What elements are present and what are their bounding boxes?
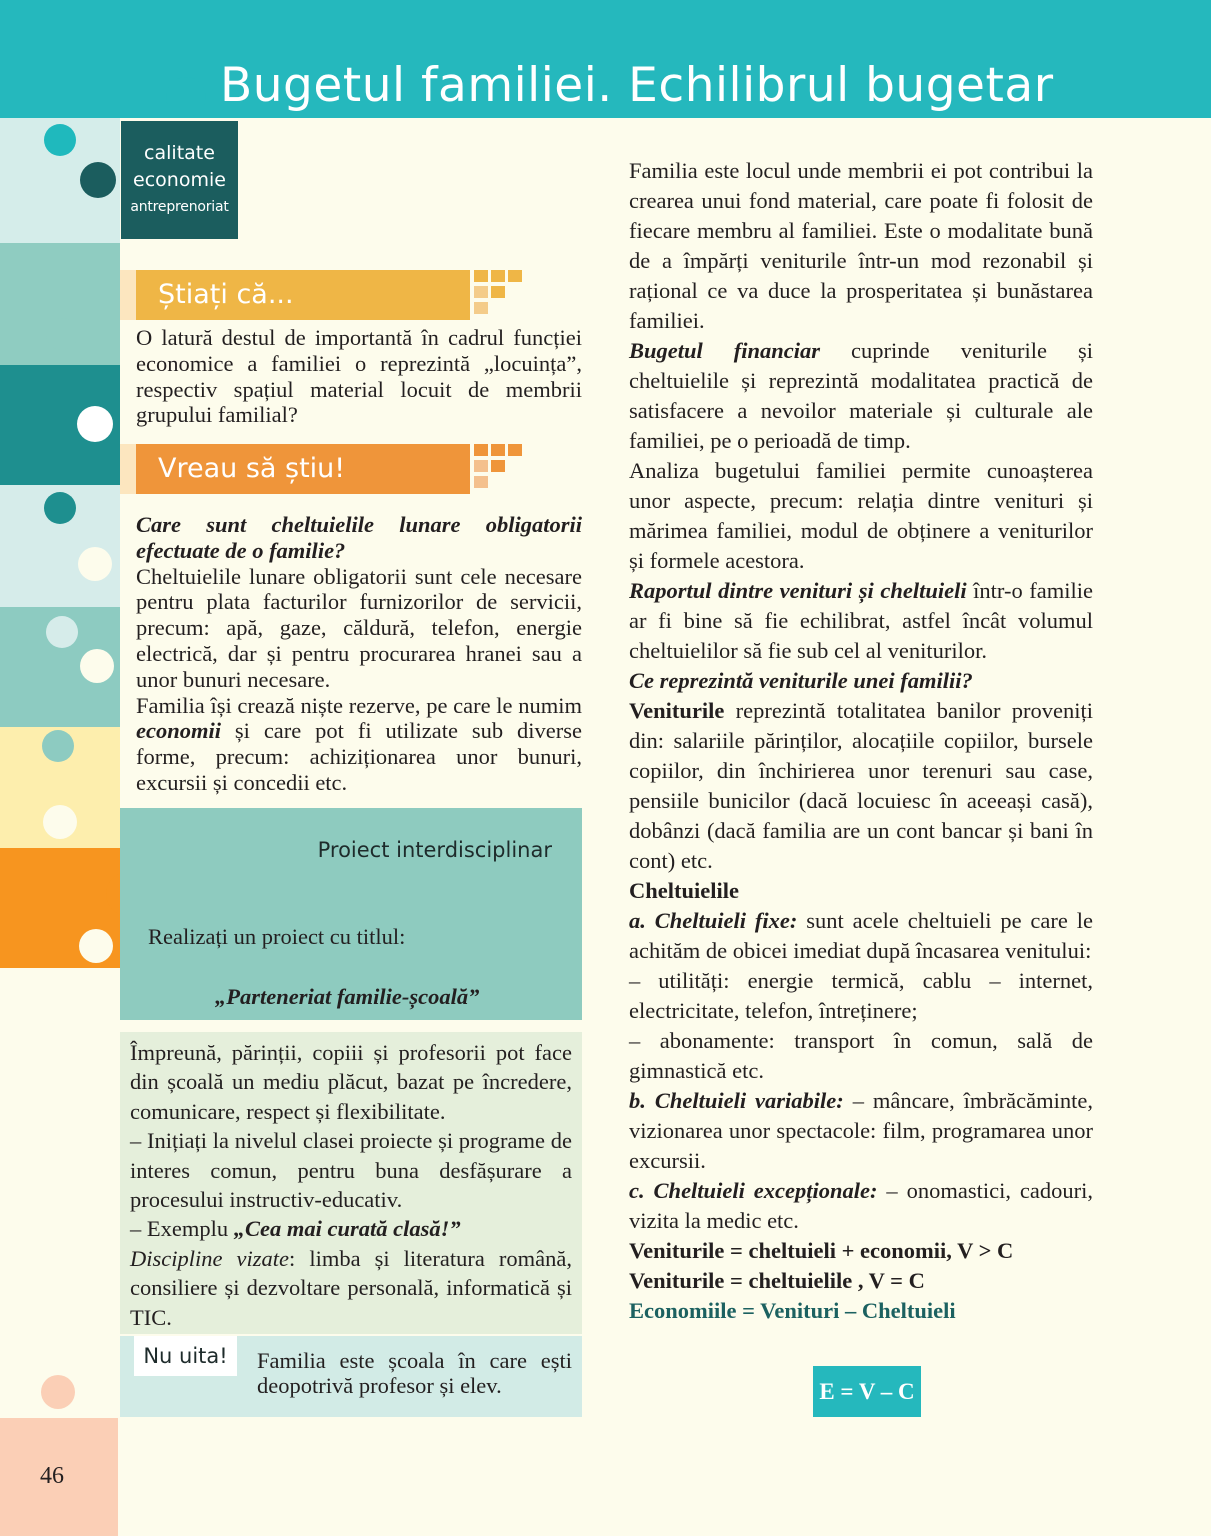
right-p3: Analiza bugetului familiei permite cunoașterea unor aspecte, precum: relația dintre venituri și mărimea familiei, modul de obținere a veniturilor și formele acestora.: [629, 458, 1093, 573]
formula-1: Veniturile = cheltuieli + economii, V > C: [629, 1238, 1014, 1263]
formula-box: E = V – C: [813, 1366, 921, 1417]
details-p1: Împreună, părinții, copiii și profesorii pot face din școală un mediu plăcut, bazat pe încredere, comunicare, respect și flexibilitate.: [130, 1040, 572, 1124]
project-title: Proiect interdisciplinar: [317, 838, 552, 862]
right-p2: Bugetul financiar cuprinde veniturile și cheltuielile și reprezintă modalitatea practică de satisfacere a nevoilor materiale și culturale ale familiei, pe o perioadă de timp.: [629, 338, 1093, 453]
page-number: 46: [40, 1463, 64, 1489]
nu-uita-label: Nu uita!: [134, 1336, 237, 1376]
vreau-answer: Cheltuielile lunare obligatorii sunt cele necesare pentru plata facturilor furnizorilor de servicii, precum: apă, gaze, căldură, telefon, energie electrică, dar și pentru procurarea hranei sau a unor bunuri necesare.: [136, 563, 582, 692]
fixed-costs-item-1: – utilități: energie termică, cablu – internet, electricitate, telefon, întreținere;: [629, 968, 1093, 1023]
project-details-text: [130, 1038, 572, 1332]
vreau-heading: Vreau să știu!: [158, 453, 346, 484]
fixed-costs: a. Cheltuieli fixe: sunt acele cheltuieli pe care le achităm de obicei imediat după încasarea venitului:: [629, 908, 1093, 963]
right-p4: Raportul dintre venituri și cheltuieli într-o familie ar fi bine să fie echilibrat, astfel încât volumul cheltuielilor să fie sub cel al veniturilor.: [629, 578, 1094, 663]
stiati-heading-bar: [120, 270, 470, 320]
right-question: Ce reprezintă veniturile unei familii?: [629, 668, 973, 693]
stiati-text: O latură destul de importantă în cadrul funcției economice a familiei o reprezintă „locuința”, respectiv spațiul material locuit de membrii grupului familial?: [136, 325, 582, 428]
details-p2: – Inițiați la nivelul clasei proiecte și programe de interes comun, pentru buna desfășurare a procesului instructiv-educativ.: [130, 1128, 572, 1213]
right-p5: Veniturile reprezintă totalitatea banilor proveniți din: salariile părinților, alocațiile copiilor, bursele copiilor, din închirierea unor terenuri sau case, pensiile bunicilor (dacă locuiesc în aceeași casă), dobânzi (dacă familia are un cont bancar și bani în cont) etc.: [629, 698, 1094, 873]
nu-uita-text: Familia este școala în care ești deopotrivă profesor și elev.: [257, 1348, 572, 1398]
values-tag-box: [121, 121, 238, 239]
vreau-reserves: Familia își crează niște rezerve, pe care le numim economii și care pot fi utilizate sub diverse forme, precum: achiziționarea unor bunuri, excursii și concedii etc.: [136, 692, 582, 795]
example-title: „Cea mai curată clasă!”: [233, 1216, 461, 1242]
project-details-box: [120, 1032, 582, 1334]
vreau-heading-bar: [120, 444, 470, 494]
stiati-heading: Știați că...: [158, 279, 294, 310]
right-p1: Familia este locul unde membrii ei pot contribui la crearea unui fond material, care poate fi folosit de fiecare membru al familiei. Este o modalitate bună de a împărți veniturile într-un mod rezonabil și rațional ce va duce la prosperitatea și bunăstarea familiei.: [629, 158, 1093, 333]
economii-term: economii: [136, 718, 221, 744]
tag-economie: economie: [133, 168, 226, 191]
cheltuielile-heading: Cheltuielile: [629, 878, 739, 903]
variable-costs: b. Cheltuieli variabile: – mâncare, îmbrăcăminte, vizionarea unor spectacole: film, programarea unor excursii.: [629, 1088, 1093, 1173]
exceptional-costs: c. Cheltuieli excepționale: – onomastici, cadouri, vizita la medic etc.: [629, 1178, 1094, 1233]
fixed-costs-item-2: – abonamente: transport în comun, sală de gimnastică etc.: [629, 1028, 1093, 1083]
details-p3: – Exemplu „Cea mai curată clasă!”: [130, 1216, 461, 1242]
formula-2: Veniturile = cheltuielile , V = C: [629, 1268, 925, 1293]
vreau-question: Care sunt cheltuielile lunare obligatorii efectuate de o familie?: [136, 512, 582, 563]
project-instruction: Realizați un proiect cu titlul:: [148, 924, 406, 949]
nu-uita-box: [120, 1336, 582, 1417]
vreau-content: [136, 512, 582, 796]
project-quote: „Parteneriat familie-școală”: [215, 984, 480, 1009]
tag-antreprenoriat: antreprenoriat: [130, 198, 229, 215]
page-title: Bugetul familiei. Echilibrul bugetar: [220, 58, 1054, 113]
tag-calitate: calitate: [144, 141, 215, 164]
project-box: [120, 808, 582, 1020]
details-p4: Discipline vizate: limba și literatura română, consiliere și dezvoltare personală, informatică și TIC.: [130, 1245, 572, 1330]
main-text-column: [629, 156, 1093, 1326]
formula-3: Economiile = Venituri – Cheltuieli: [629, 1298, 956, 1323]
